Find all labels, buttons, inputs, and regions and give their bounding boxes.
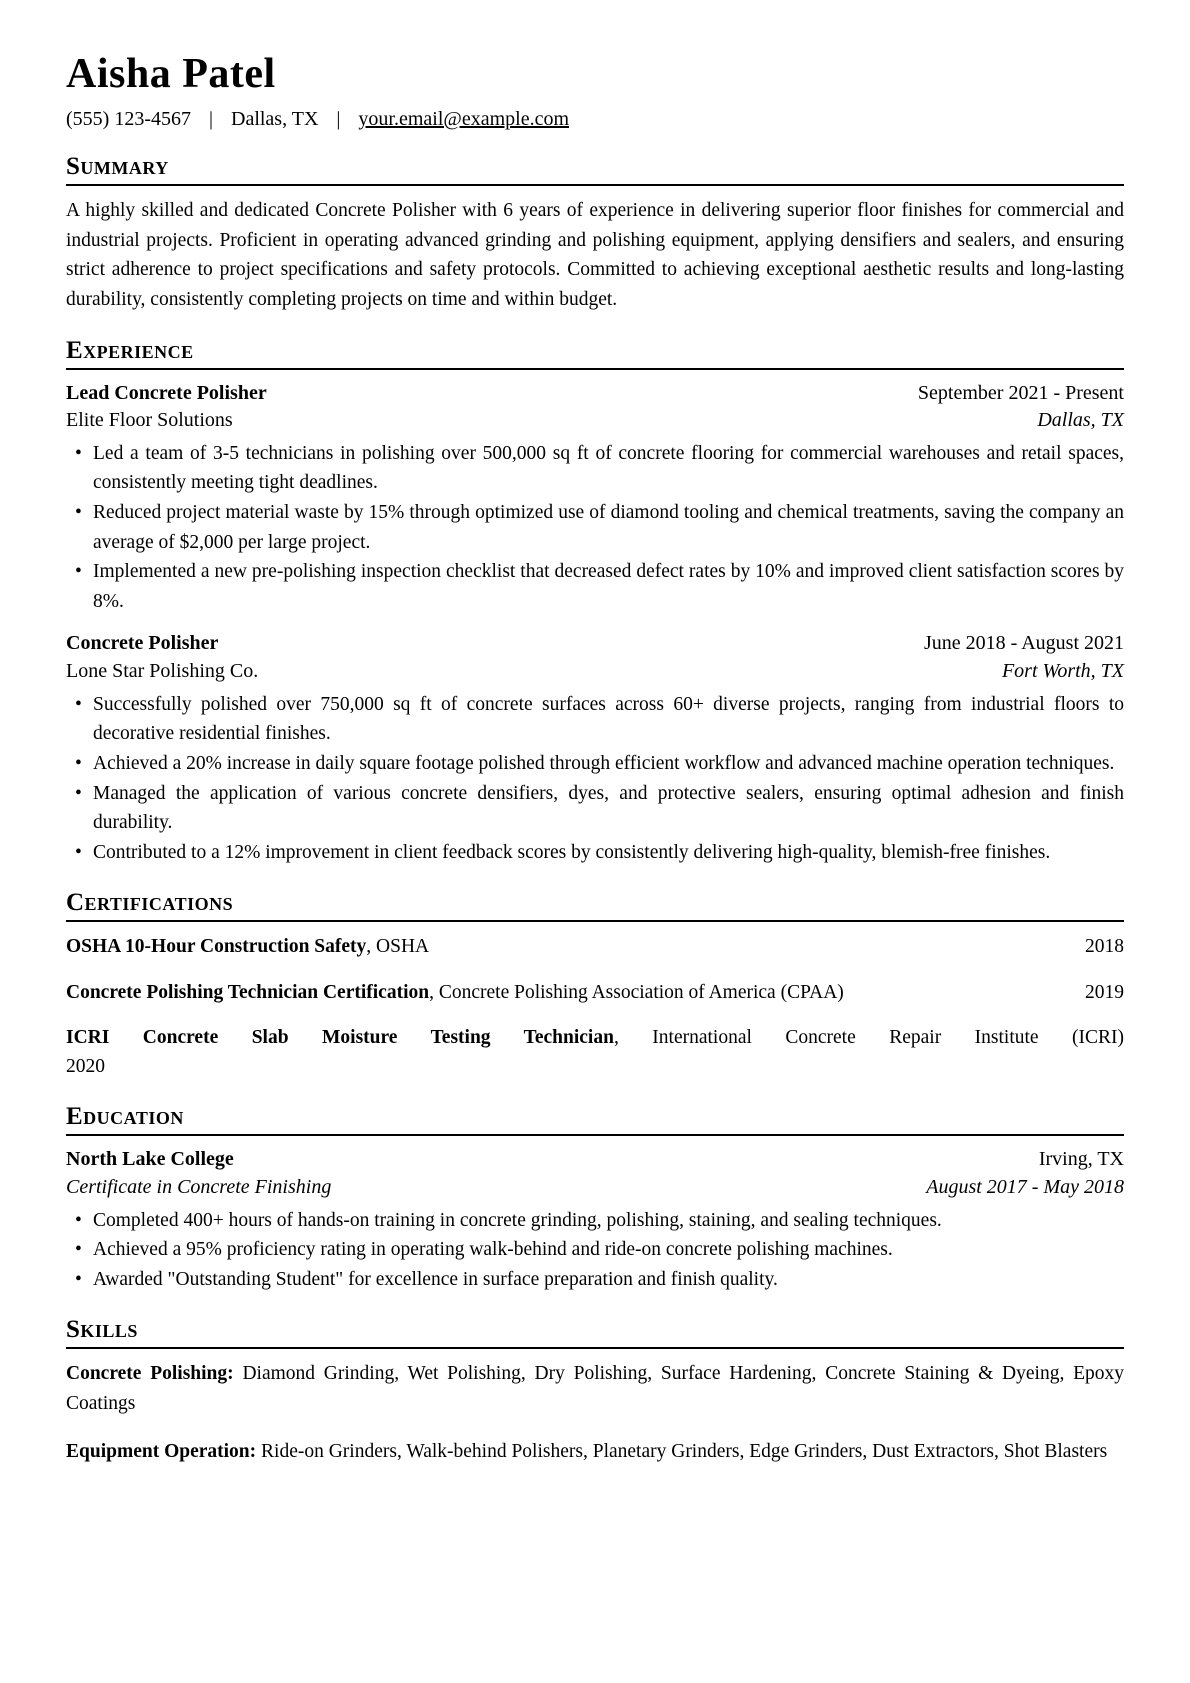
education-bullets bbox=[66, 1206, 1124, 1295]
section-education bbox=[66, 1103, 1124, 1294]
bullet-item: • Managed the application of various concrete densifiers, dyes, and protective sealers, ensuring optimal adhesion and finish durability. bbox=[66, 779, 1124, 838]
skill-label: Equipment Operation: bbox=[66, 1440, 257, 1462]
section-summary bbox=[66, 153, 1124, 315]
cert-separator: , bbox=[613, 1026, 653, 1048]
education-heading: Education bbox=[66, 1103, 1124, 1136]
section-certifications bbox=[66, 889, 1124, 1081]
job-entry bbox=[66, 630, 1124, 867]
certifications-heading: Certifications bbox=[66, 889, 1124, 922]
contact-line bbox=[66, 108, 1124, 131]
bullet-item: • Implemented a new pre-polishing inspection checklist that decreased defect rates by 10% and improved client satisfaction scores by 8%. bbox=[66, 557, 1124, 616]
job-location: Dallas, TX bbox=[1037, 409, 1124, 432]
cert-separator: , bbox=[429, 981, 439, 1003]
degree-row bbox=[66, 1174, 1124, 1202]
summary-text: A highly skilled and dedicated Concrete Polisher with 6 years of experience in delivering superior floor finishes for commercial and industrial projects. Proficient in operating advanced grinding and polishing equipment, applying densifiers and sealers, and ensuring strict adherence to project specifications and safety protocols. Committed to achieving exceptional aesthetic results and long-lasting durability, consistently completing projects on time and within budget. bbox=[66, 200, 1124, 310]
cert-main bbox=[66, 1023, 1124, 1052]
separator-pipe: | bbox=[208, 108, 213, 130]
section-skills bbox=[66, 1316, 1124, 1466]
job-title: Concrete Polisher bbox=[66, 632, 219, 655]
bullet-item: • Achieved a 20% increase in daily square footage polished through efficient workflow and advanced machine operation techniques. bbox=[66, 749, 1124, 779]
job-bullets bbox=[66, 439, 1124, 617]
bullet-item: • Awarded "Outstanding Student" for excellence in surface preparation and finish quality. bbox=[66, 1265, 1124, 1295]
skills-heading: Skills bbox=[66, 1316, 1124, 1349]
school-row bbox=[66, 1146, 1124, 1174]
experience-heading: Experience bbox=[66, 337, 1124, 370]
cert-name: Concrete Polishing Technician Certification bbox=[66, 981, 430, 1003]
education-dates: August 2017 - May 2018 bbox=[926, 1175, 1124, 1198]
job-bullets bbox=[66, 690, 1124, 868]
cert-separator: , bbox=[366, 936, 377, 958]
job-company-row bbox=[66, 658, 1124, 686]
job-company-row bbox=[66, 407, 1124, 435]
summary-heading: Summary bbox=[66, 153, 1124, 186]
cert-issuer: Concrete Polishing Association of America (CPAA) bbox=[438, 981, 844, 1003]
cert-year: 2018 bbox=[1085, 936, 1124, 958]
cert-issuer: International Concrete Repair Institute (ICRI) bbox=[652, 1026, 1125, 1048]
location-text: Dallas, TX bbox=[231, 108, 319, 130]
degree-title: Certificate in Concrete Finishing bbox=[66, 1175, 332, 1198]
cert-year: 2020 bbox=[66, 1056, 105, 1078]
job-title: Lead Concrete Polisher bbox=[66, 381, 267, 404]
job-location: Fort Worth, TX bbox=[1001, 660, 1124, 683]
cert-main bbox=[66, 978, 844, 1007]
phone-text: (555) 123-4567 bbox=[66, 108, 191, 130]
bullet-item: • Completed 400+ hours of hands-on training in concrete grinding, polishing, staining, and sealing techniques. bbox=[66, 1206, 1124, 1236]
cert-name: ICRI Concrete Slab Moisture Testing Technician bbox=[66, 1026, 614, 1048]
section-experience bbox=[66, 337, 1124, 868]
cert-entry bbox=[66, 1023, 1124, 1082]
cert-issuer: OSHA bbox=[376, 936, 430, 958]
job-company: Elite Floor Solutions bbox=[66, 409, 233, 432]
email-link[interactable]: your.email@example.com bbox=[358, 108, 569, 130]
job-title-row bbox=[66, 380, 1124, 408]
school-location: Irving, TX bbox=[1038, 1148, 1124, 1171]
bullet-item: • Successfully polished over 750,000 sq ft of concrete surfaces across 60+ diverse projects, ranging from industrial floors to decorative residential finishes. bbox=[66, 690, 1124, 749]
job-entry bbox=[66, 380, 1124, 617]
job-dates: September 2021 - Present bbox=[917, 381, 1124, 404]
cert-name: OSHA 10-Hour Construction Safety bbox=[66, 936, 367, 958]
skill-group bbox=[66, 1437, 1124, 1467]
skill-items: Diamond Grinding, Wet Polishing, Dry Polishing, Surface Hardening, Concrete Staining & Dyeing, Epoxy Coatings bbox=[66, 1363, 1125, 1415]
separator-pipe: | bbox=[336, 108, 341, 130]
cert-entry bbox=[66, 978, 1124, 1007]
bullet-item: • Contributed to a 12% improvement in client feedback scores by consistently delivering high-quality, blemish-free finishes. bbox=[66, 838, 1124, 868]
bullet-item: • Led a team of 3-5 technicians in polishing over 500,000 sq ft of concrete flooring for commercial warehouses and retail spaces, consistently meeting tight deadlines. bbox=[66, 439, 1124, 498]
candidate-name: Aisha Patel bbox=[66, 51, 276, 97]
school-name: North Lake College bbox=[66, 1148, 234, 1171]
job-dates: June 2018 - August 2021 bbox=[924, 632, 1124, 655]
cert-year: 2019 bbox=[1085, 981, 1124, 1003]
job-title-row bbox=[66, 630, 1124, 658]
skill-items: Ride-on Grinders, Walk-behind Polishers, Planetary Grinders, Edge Grinders, Dust Extractors, Shot Blasters bbox=[261, 1440, 1108, 1462]
skill-label: Concrete Polishing: bbox=[66, 1363, 234, 1385]
cert-main bbox=[66, 932, 429, 961]
bullet-item: • Reduced project material waste by 15% through optimized use of diamond tooling and chemical treatments, saving the company an average of $2,000 per large project. bbox=[66, 498, 1124, 557]
bullet-item: • Achieved a 95% proficiency rating in operating walk-behind and ride-on concrete polishing machines. bbox=[66, 1235, 1124, 1265]
job-company: Lone Star Polishing Co. bbox=[66, 660, 259, 683]
cert-entry bbox=[66, 932, 1124, 961]
skill-group bbox=[66, 1359, 1124, 1418]
education-entry bbox=[66, 1146, 1124, 1294]
resume-header bbox=[66, 50, 1124, 131]
